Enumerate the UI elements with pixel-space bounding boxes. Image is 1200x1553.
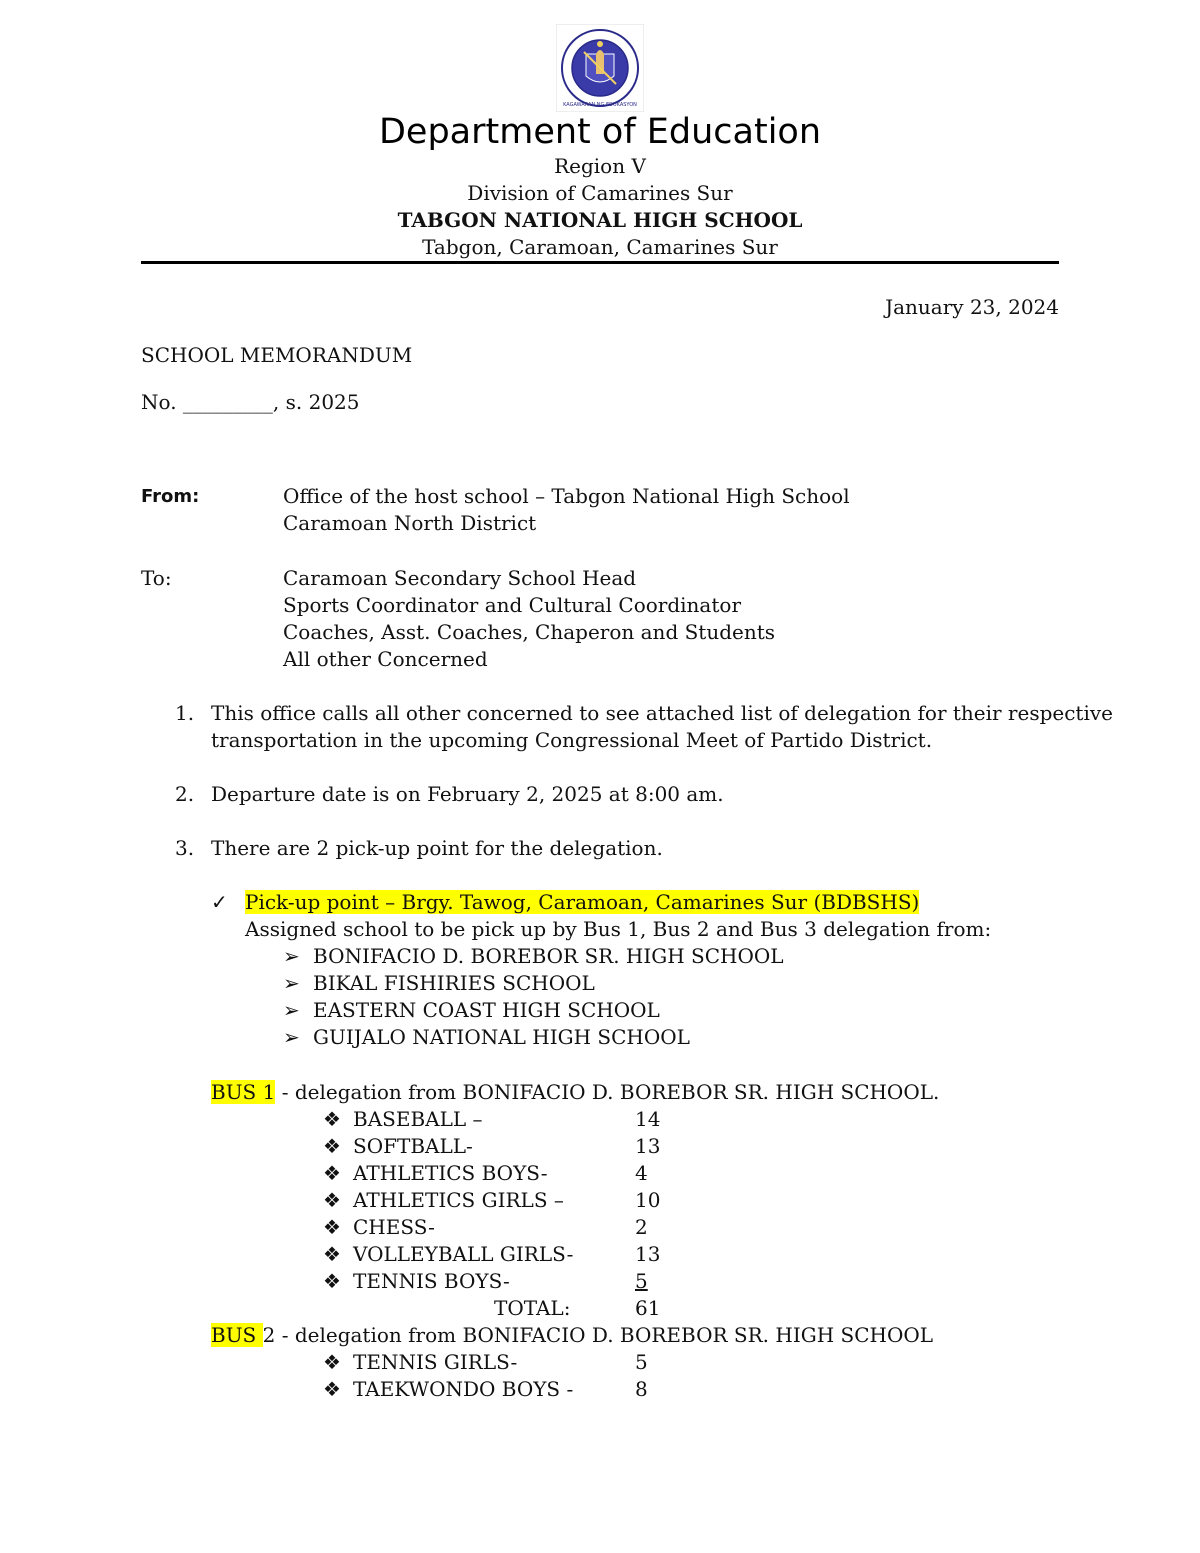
to-line: Caramoan Secondary School Head (283, 566, 637, 590)
check-icon: ✓ (211, 890, 228, 914)
bus1-description: - delegation from BONIFACIO D. BOREBOR SR. HIGH SCHOOL. (275, 1080, 940, 1104)
total-count: 61 (635, 1296, 661, 1320)
school-list-item: GUIJALO NATIONAL HIGH SCHOOL (313, 1025, 690, 1049)
from-line: Office of the host school – Tabgon National High School (283, 484, 850, 508)
arrow-bullet-icon: ➢ (283, 944, 300, 968)
diamond-bullet-icon: ❖ (323, 1269, 341, 1293)
school-address: Tabgon, Caramoan, Camarines Sur (422, 235, 778, 259)
school-list-item: BIKAL FISHIRIES SCHOOL (313, 971, 595, 995)
sport-count: 4 (635, 1161, 648, 1185)
arrow-bullet-icon: ➢ (283, 998, 300, 1022)
sport-count: 2 (635, 1215, 648, 1239)
item-number: 3. (175, 836, 195, 860)
sport-name: VOLLEYBALL GIRLS- (353, 1242, 574, 1266)
bus2-label: BUS (211, 1323, 263, 1347)
bus1-label: BUS 1 (211, 1080, 276, 1104)
sport-name: ATHLETICS GIRLS – (353, 1188, 564, 1212)
sport-name: TENNIS BOYS- (353, 1269, 510, 1293)
arrow-bullet-icon: ➢ (283, 971, 300, 995)
sport-name: TAEKWONDO BOYS - (353, 1377, 574, 1401)
pickup-title: Pick-up point – Brgy. Tawog, Caramoan, Camarines Sur (BDBSHS) (245, 890, 920, 914)
item-number: 2. (175, 782, 195, 806)
to-line: Coaches, Asst. Coaches, Chaperon and Students (283, 620, 776, 644)
sport-count: 5 (635, 1269, 648, 1293)
diamond-bullet-icon: ❖ (323, 1134, 341, 1158)
total-label: TOTAL: (494, 1296, 571, 1320)
sport-count: 13 (635, 1242, 661, 1266)
sport-name: CHESS- (353, 1215, 435, 1239)
sport-name: ATHLETICS BOYS- (353, 1161, 548, 1185)
diamond-bullet-icon: ❖ (323, 1377, 341, 1401)
diamond-bullet-icon: ❖ (323, 1161, 341, 1185)
school-list-item: BONIFACIO D. BOREBOR SR. HIGH SCHOOL (313, 944, 784, 968)
from-label: From: (141, 486, 200, 507)
sport-count: 14 (635, 1107, 661, 1131)
sport-count: 10 (635, 1188, 661, 1212)
school-list-item: EASTERN COAST HIGH SCHOOL (313, 998, 660, 1022)
memo-number: No. _________, s. 2025 (141, 390, 360, 414)
bus2-label-number: 2 (262, 1323, 276, 1347)
sport-count: 5 (635, 1350, 648, 1374)
region-line: Region V (554, 154, 646, 178)
pickup-assigned: Assigned school to be pick up by Bus 1, Bus 2 and Bus 3 delegation from: (245, 917, 992, 941)
memo-title: SCHOOL MEMORANDUM (141, 343, 413, 367)
sport-name: TENNIS GIRLS- (353, 1350, 518, 1374)
deped-seal-icon (556, 24, 644, 112)
division-line: Division of Camarines Sur (467, 181, 733, 205)
diamond-bullet-icon: ❖ (323, 1107, 341, 1131)
item-text: There are 2 pick-up point for the delegation. (211, 836, 663, 860)
item-number: 1. (175, 701, 195, 725)
sport-count: 8 (635, 1377, 648, 1401)
diamond-bullet-icon: ❖ (323, 1188, 341, 1212)
diamond-bullet-icon: ❖ (323, 1242, 341, 1266)
from-line: Caramoan North District (283, 511, 537, 535)
item-text: transportation in the upcoming Congressional Meet of Partido District. (211, 728, 933, 752)
item-text: Departure date is on February 2, 2025 at 8:00 am. (211, 782, 724, 806)
header-divider (141, 261, 1059, 264)
sport-count: 13 (635, 1134, 661, 1158)
diamond-bullet-icon: ❖ (323, 1215, 341, 1239)
sport-name: SOFTBALL- (353, 1134, 473, 1158)
arrow-bullet-icon: ➢ (283, 1025, 300, 1049)
logo-ring-text: KAGAWARAN NG EDUKASYON (563, 102, 637, 108)
to-label: To: (141, 566, 172, 590)
diamond-bullet-icon: ❖ (323, 1350, 341, 1374)
memo-date: January 23, 2024 (885, 295, 1059, 319)
to-line: Sports Coordinator and Cultural Coordinator (283, 593, 741, 617)
school-name: TABGON NATIONAL HIGH SCHOOL (397, 208, 803, 232)
sport-name: BASEBALL – (353, 1107, 483, 1131)
department-title: Department of Education (378, 112, 822, 152)
bus2-description: - delegation from BONIFACIO D. BOREBOR SR. HIGH SCHOOL (275, 1323, 934, 1347)
to-line: All other Concerned (283, 647, 488, 671)
item-text: This office calls all other concerned to see attached list of delegation for their respective (211, 701, 1113, 725)
